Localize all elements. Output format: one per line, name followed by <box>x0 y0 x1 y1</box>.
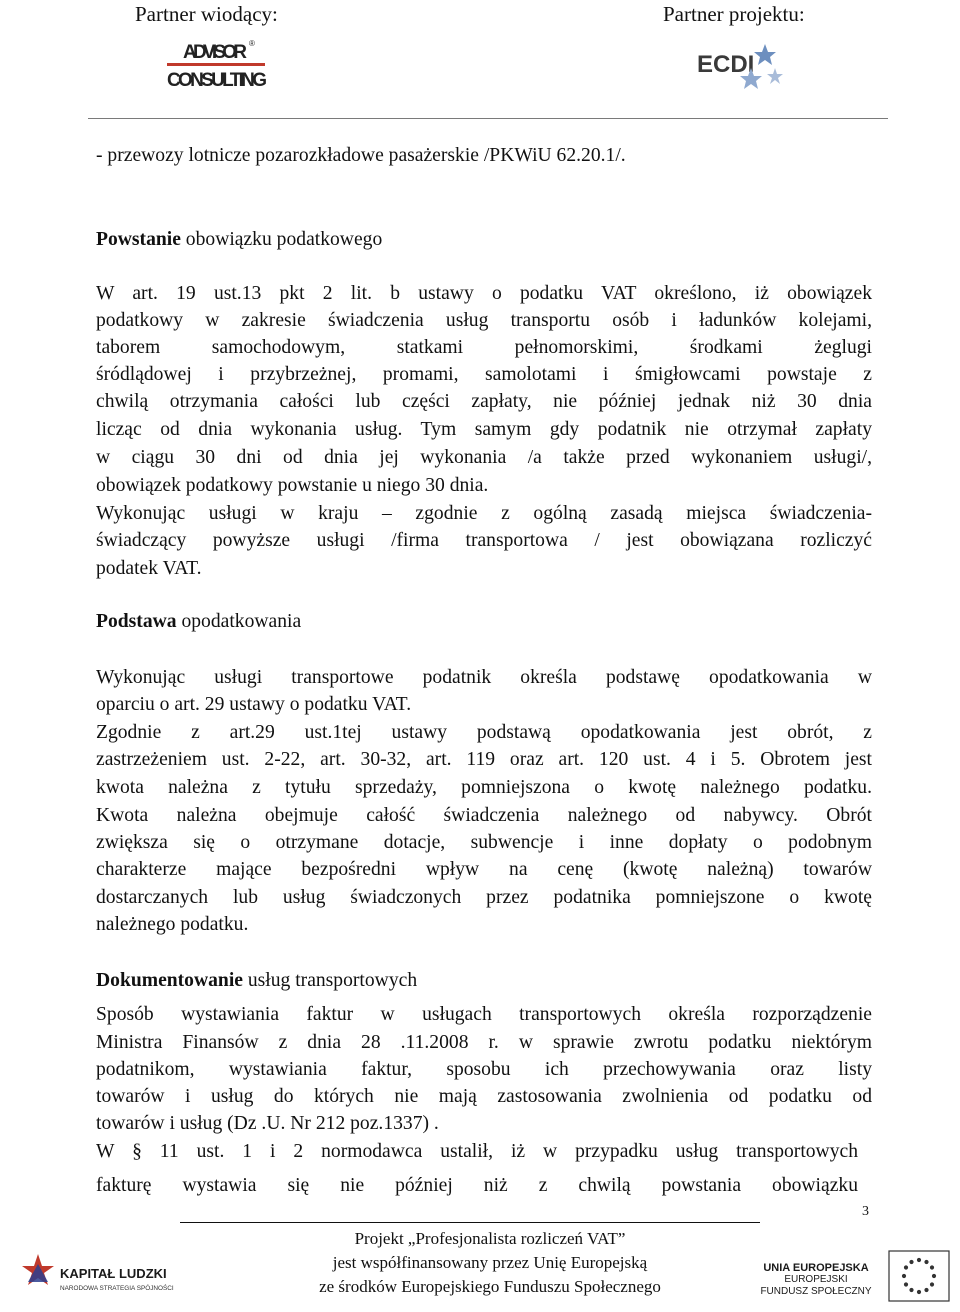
paragraph-line: obowiązek podatkowy powstanie u niego 30 dnia. <box>96 475 489 496</box>
paragraph-line: fakturę wystawia się nie później niż z chwilą powstania obowiązku <box>96 1175 858 1196</box>
advisor-logo-line1: ADVISOR <box>183 42 247 63</box>
ecdi-logo <box>695 38 790 96</box>
footer-divider <box>180 1222 760 1223</box>
paragraph-line: Wykonując usługi w kraju – zgodnie z ogólną zasadą miejsca świadczenia- <box>96 503 872 524</box>
paragraph-line: Wykonując usługi transportowe podatnik określa podstawę opodatkowania w <box>96 667 872 688</box>
paragraph-line: kwota należna z tytułu sprzedaży, pomniejszona o kwotę należnego podatku. <box>96 777 872 798</box>
eu-logo-line3: FUNDUSZ SPOŁECZNY <box>760 1286 872 1297</box>
paragraph-line: towarów i usług (Dz .U. Nr 212 poz.1337) . <box>96 1113 439 1134</box>
paragraph-line: charakterze mające bezpośredni wpływ na cenę (kwotę należną) towarów <box>96 859 872 880</box>
eu-logo-line1: UNIA EUROPEJSKA <box>763 1262 869 1274</box>
paragraph-line: zwiększa się o otrzymane dotacje, subwencje i inne dopłaty o podobnym <box>96 832 872 853</box>
eu-flag-icon <box>888 1250 950 1302</box>
heading-bold: Podstawa <box>96 611 177 632</box>
advisor-logo-line2: CONSULTING <box>167 70 267 91</box>
paragraph-line: W § 11 ust. 1 i 2 normodawca ustalił, iż w przypadku usług transportowych <box>96 1141 858 1162</box>
paragraph-line: chwilą otrzymania całości lub części zapłaty, nie później jednak niż 30 dnia <box>96 391 872 412</box>
heading-rest: usług transportowych <box>242 970 418 991</box>
paragraph-line: podatek VAT. <box>96 558 202 579</box>
paragraph-line: Zgodnie z art.29 ust.1tej ustawy podstawą opodatkowania jest obrót, z <box>96 722 872 743</box>
ecdi-star-icon <box>767 68 783 84</box>
ecdi-logo-text: ECDI <box>697 51 755 78</box>
lead-partner-label: Partner wiodący: <box>135 2 278 26</box>
paragraph-line: w ciągu 30 dni od dnia jej wykonania /a także przed wykonaniem usługi/, <box>96 447 872 468</box>
heading-bold: Powstanie <box>96 229 181 250</box>
paragraph-line: towarów i usług do których nie mają zastosowania zwolnienia od podatku od <box>96 1086 872 1107</box>
eu-logo-line2: EUROPEJSKI <box>784 1274 848 1285</box>
paragraph-line: świadczący powyższe usługi /firma transportowa / jest obowiązana rozliczyć <box>96 530 872 551</box>
paragraph-line: podatkowy w zakresie świadczenia usług transportu osób i ładunków kolejami, <box>96 310 872 331</box>
paragraph-line: Sposób wystawiania faktur w usługach transportowych określa rozporządzenie <box>96 1004 872 1025</box>
advisor-logo-reg: ® <box>249 39 255 48</box>
footer-fund-line: ze środków Europejskiego Funduszu Społecznego <box>319 1277 661 1296</box>
paragraph-line: Ministra Finansów z dnia 28 .11.2008 r. w sprawie zwrotu podatku niektórym <box>96 1032 872 1053</box>
paragraph-line: należnego podatku. <box>96 914 249 935</box>
paragraph-line: Kwota należna obejmuje całość świadczenia należnego od nabywcy. Obrót <box>96 805 872 826</box>
paragraph-line: podatnikom, wystawiania faktur, sposobu ich przechowywania oraz listy <box>96 1059 872 1080</box>
section-heading-documentation <box>96 969 872 993</box>
advisor-logo-red-bar <box>167 63 265 66</box>
paragraph-line: taborem samochodowym, statkami pełnomorskimi, środkami żeglugi <box>96 337 872 358</box>
kapital-ludzki-logo <box>8 1252 174 1308</box>
heading-bold: Dokumentowanie <box>96 970 243 991</box>
header-divider <box>88 118 888 119</box>
footer-cofinancing-line: jest współfinansowany przez Unię Europejską <box>332 1253 648 1272</box>
paragraph-line: W art. 19 ust.13 pkt 2 lit. b ustawy o podatku VAT określono, iż obowiązek <box>96 283 872 304</box>
eu-logo-text <box>752 1262 880 1298</box>
paragraph-line: oparciu o art. 29 ustawy o podatku VAT. <box>96 694 412 715</box>
paragraph-line: dostarczanych lub usług świadczonych przez podatnika pomniejszone o kwotę <box>96 887 872 908</box>
section-heading-tax-obligation <box>96 228 872 252</box>
heading-rest: opodatkowania <box>176 611 302 632</box>
paragraph-line: licząc od dnia wykonania usług. Tym samym gdy podatnik nie otrzymał zapłaty <box>96 419 872 440</box>
kapital-logo-line2: NARODOWA STRATEGIA SPÓJNOŚCI <box>60 1285 174 1292</box>
section-heading-tax-base <box>96 610 872 634</box>
paragraph-line: zastrzeżeniem ust. 2-22, art. 30-32, art. 119 oraz art. 120 ust. 4 i 5. Obrotem jest <box>96 749 872 770</box>
kapital-logo-line1: KAPITAŁ LUDZKI <box>60 1266 167 1281</box>
paragraph-line: śródlądowej i przybrzeżnej, promami, samolotami i śmigłowcami powstaje z <box>96 364 872 385</box>
ecdi-star-icon <box>754 44 776 65</box>
advisor-consulting-logo <box>165 36 275 92</box>
page-number: 3 <box>862 1204 869 1219</box>
service-list-item: - przewozy lotnicze pozarozkładowe pasażerskie /PKWiU 62.20.1/. <box>96 145 626 166</box>
heading-rest: obowiązku podatkowego <box>180 229 383 250</box>
project-partner-label: Partner projektu: <box>663 2 805 26</box>
footer-project-line: Projekt „Profesjonalista rozliczeń VAT” <box>354 1229 626 1248</box>
